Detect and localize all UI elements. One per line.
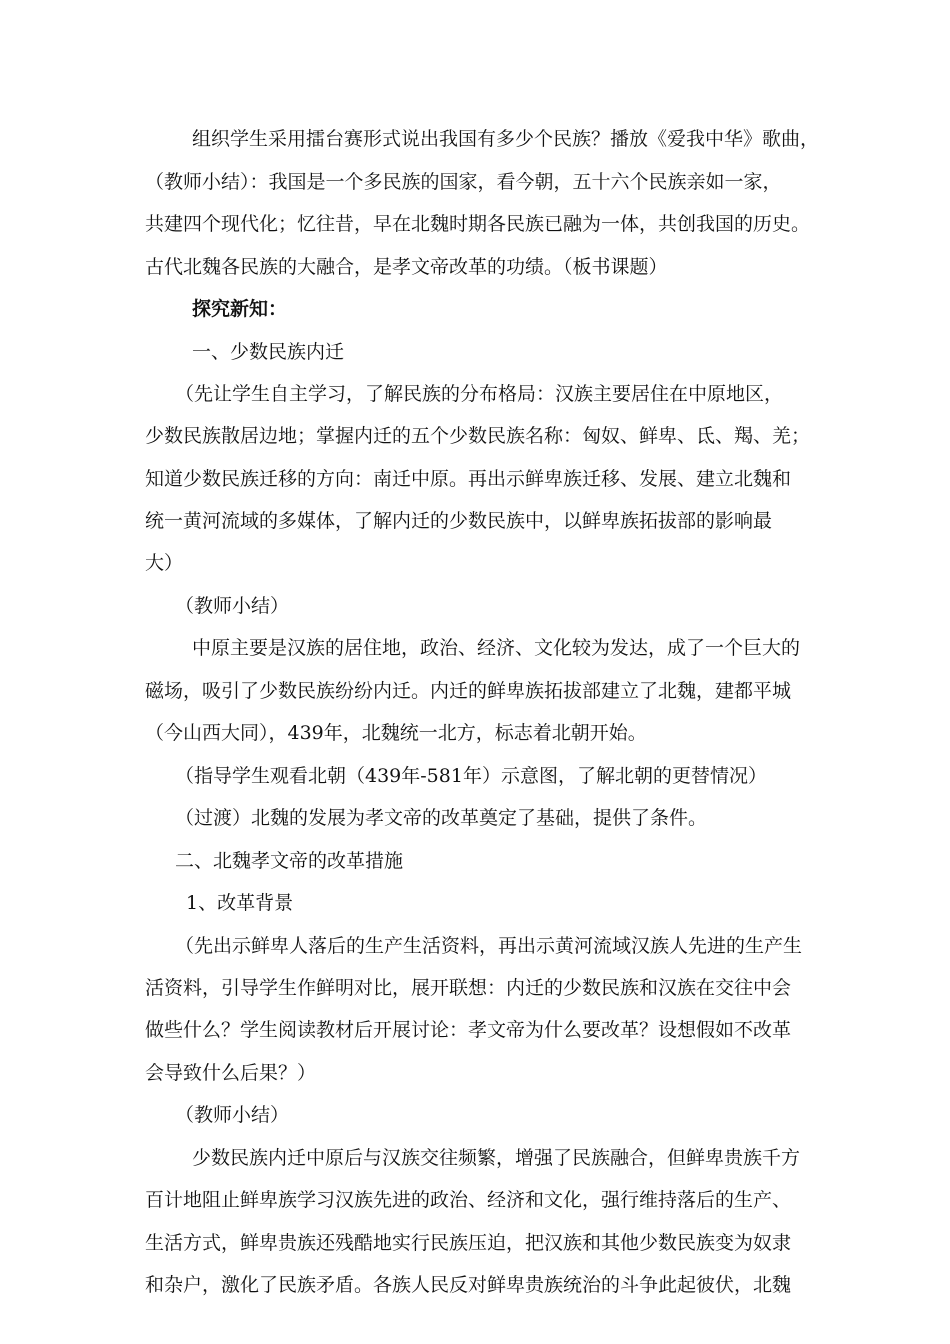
section-heading: 探究新知：: [192, 298, 288, 320]
paragraph-line: （先出示鲜卑人落后的生产生活资料，再出示黄河流域汉族人先进的生产生: [175, 935, 803, 957]
section-title: 二、北魏孝文帝的改革措施: [175, 850, 404, 872]
paragraph-line: （先让学生自主学习，了解民族的分布格局：汉族主要居住在中原地区，: [175, 383, 784, 405]
summary-label: （教师小结）: [175, 1104, 290, 1126]
paragraph-line: 大）: [145, 552, 184, 574]
paragraph-line: 会导致什么后果？）: [145, 1062, 317, 1084]
paragraph-line: （过渡）北魏的发展为孝文帝的改革奠定了基础，提供了条件。: [175, 807, 708, 829]
paragraph-line: 活资料，引导学生作鲜明对比，展开联想：内迁的少数民族和汉族在交往中会: [145, 977, 792, 999]
paragraph-line: 少数民族散居边地；掌握内迁的五个少数民族名称：匈奴、鲜卑、氐、羯、羌；: [145, 425, 811, 447]
paragraph-line: 做些什么？学生阅读教材后开展讨论：孝文帝为什么要改革？设想假如不改革: [145, 1019, 792, 1041]
paragraph-line: （今山西大同），439年，北魏统一北方，标志着北朝开始。: [145, 722, 647, 744]
paragraph-line: 组织学生采用擂台赛形式说出我国有多少个民族？播放《爱我中华》歌曲，: [192, 128, 820, 150]
summary-label: （教师小结）: [175, 595, 290, 617]
paragraph-line: （指导学生观看北朝（439年-581年）示意图，了解北朝的更替情况）: [175, 765, 767, 787]
subsection-title: 1、改革背景: [186, 892, 294, 914]
paragraph-line: 少数民族内迁中原后与汉族交往频繁，增强了民族融合，但鲜卑贵族千方: [192, 1147, 801, 1169]
paragraph-line: 和杂户，激化了民族矛盾。各族人民反对鲜卑贵族统治的斗争此起彼伏，北魏: [145, 1274, 792, 1296]
paragraph-line: 古代北魏各民族的大融合，是孝文帝改革的功绩。（板书课题）: [145, 256, 668, 278]
paragraph-line: 百计地阻止鲜卑族学习汉族先进的政治、经济和文化，强行维持落后的生产、: [145, 1189, 792, 1211]
paragraph-line: 中原主要是汉族的居住地，政治、经济、文化较为发达，成了一个巨大的: [192, 637, 801, 659]
section-title: 一、少数民族内迁: [192, 341, 345, 363]
paragraph-line: 共建四个现代化；忆往昔，早在北魏时期各民族已融为一体，共创我国的历史。: [145, 213, 811, 235]
paragraph-line: （教师小结）：我国是一个多民族的国家，看今朝，五十六个民族亲如一家，: [145, 171, 782, 193]
paragraph-line: 统一黄河流域的多媒体，了解内迁的少数民族中，以鲜卑族拓拔部的影响最: [145, 510, 773, 532]
paragraph-line: 磁场，吸引了少数民族纷纷内迁。内迁的鲜卑族拓拔部建立了北魏，建都平城: [145, 680, 792, 702]
paragraph-line: 生活方式，鲜卑贵族还残酷地实行民族压迫，把汉族和其他少数民族变为奴隶: [145, 1232, 792, 1254]
paragraph-line: 知道少数民族迁移的方向：南迁中原。再出示鲜卑族迁移、发展、建立北魏和: [145, 468, 792, 490]
